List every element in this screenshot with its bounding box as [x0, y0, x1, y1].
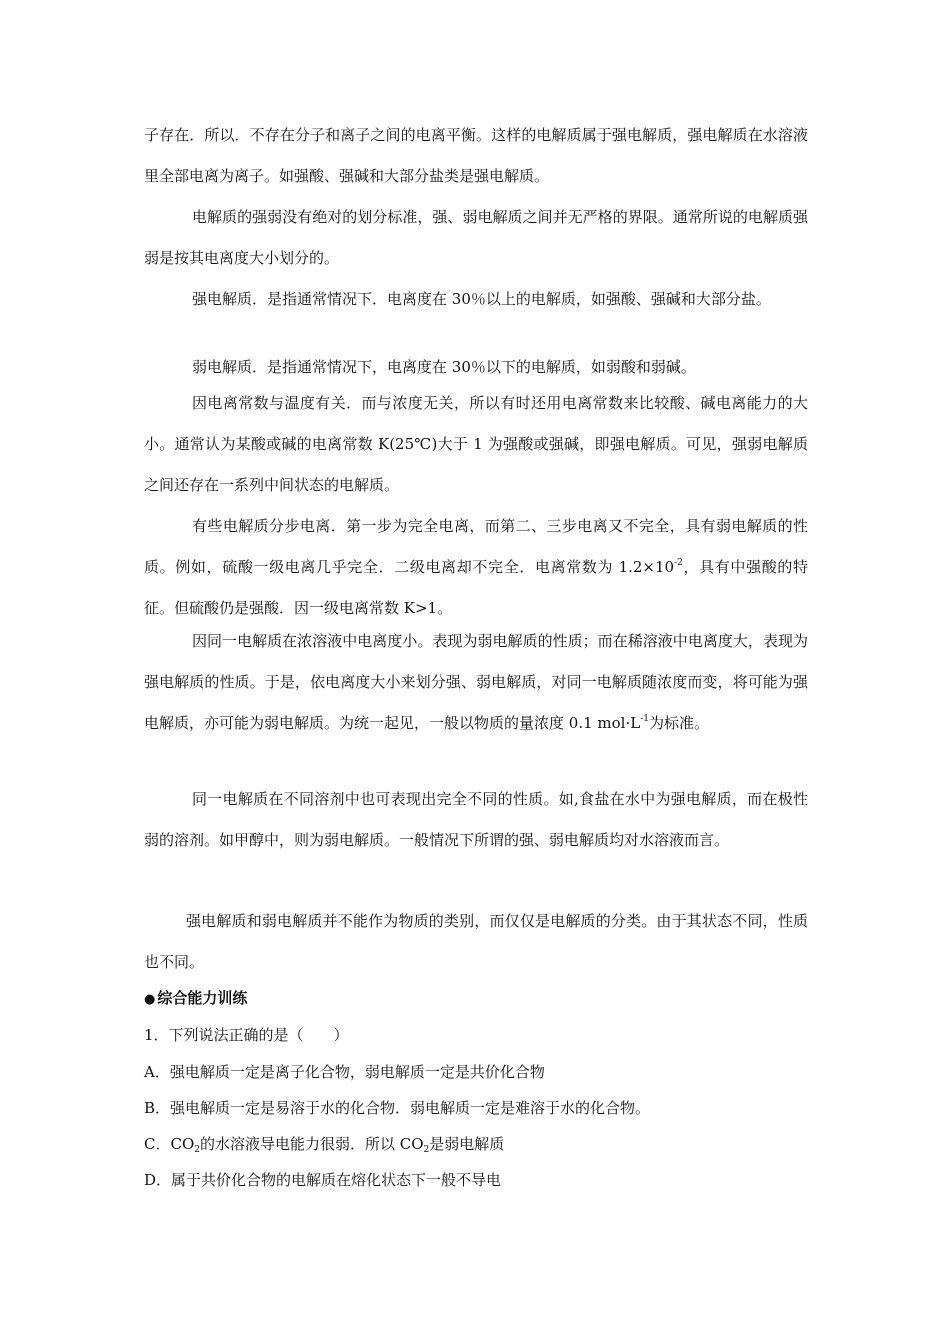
paragraph-stepwise-ionization [144, 506, 808, 629]
paragraph-weak-electrolyte-30-percent: 弱电解质．是指通常情况下，电离度在 30％以下的电解质，如弱酸和弱碱。 [192, 358, 696, 376]
bullet-icon: ● [144, 992, 156, 1007]
paragraph-ionization-constant: 因电离常数与温度有关．而与浓度无关，所以有时还用电离常数来比较酸、碱电离能力的大小。通常认为某酸或碱的电离常数 K(25℃)大于 1 为强酸或强碱，即强电解质。可见，强弱电解质之间还存在一系列中间状态的电解质。 [144, 394, 808, 494]
option-c-text-1: C．CO [144, 1135, 195, 1153]
p6-text-a: 有些电解质分步电离．第一步为完全电离，而第二、三步电离又不完全，具有弱电解质的性质。例如，硫酸一级电离几乎完全．二级电离却不完全．电离常数为 1.2×10 [144, 517, 808, 576]
paragraph-strong-electrolyte-30-percent: 强电解质．是指通常情况下．电离度在 30％以上的电解质，如强酸、强碱和大部分盐。 [192, 290, 771, 308]
option-a: A．强电解质一定是离子化合物，弱电解质一定是共价化合物 [144, 1063, 545, 1081]
option-d: D．属于共价化合物的电解质在熔化状态下一般不导电 [144, 1171, 502, 1189]
question-stem: 1．下列说法正确的是（ ） [144, 1026, 349, 1044]
option-c-text-3: 是弱电解质 [429, 1135, 505, 1153]
option-b: B．强电解质一定是易溶于水的化合物．弱电解质一定是难溶于水的化合物。 [144, 1099, 651, 1117]
option-c-subscript-2: 2 [423, 1145, 430, 1155]
paragraph-classification: 强电解质和弱电解质并不能作为物质的类别，而仅仅是电解质的分类。由于其状态不同，性质也不同。 [144, 912, 808, 971]
p7-text-b: 为标准。 [648, 714, 709, 732]
section-title: 综合能力训练 [157, 989, 248, 1007]
option-c [144, 1130, 504, 1158]
paragraph-solvent-dependence: 同一电解质在不同溶剂中也可表现出完全不同的性质。如,食盐在水中为强电解质，而在极性弱的溶剂。如甲醇中，则为弱电解质。一般情况下所谓的强、弱电解质均对水溶液而言。 [144, 790, 808, 849]
p7-superscript: -1 [640, 714, 649, 724]
section-heading [144, 984, 247, 1014]
paragraph-no-absolute-standard: 电解质的强弱没有绝对的划分标准，强、弱电解质之间并无严格的界限。通常所说的电解质强弱是按其电离度大小划分的。 [144, 208, 808, 267]
p7-text-a: 因同一电解质在浓溶液中电离度小。表现为弱电解质的性质；而在稀溶液中电离度大，表现为强电解质的性质。于是，依电离度大小来划分强、弱电解质，对同一电解质随浓度而变，将可能为强电解质，亦可能为弱电解质。为统一起见，一般以物质的量浓度 0.1 mol·L [144, 632, 808, 732]
option-c-subscript-1: 2 [194, 1145, 200, 1155]
paragraph-concentration-dependence [144, 621, 808, 744]
paragraph-strong-electrolyte-definition: 子存在．所以．不存在分子和离子之间的电离平衡。这样的电解质属于强电解质，强电解质在水溶液里全部电离为离子。如强酸、强碱和大部分盐类是强电解质。 [144, 126, 808, 185]
option-c-text-2: 的水溶液导电能力很弱．所以 CO [200, 1135, 424, 1153]
p6-text-b: ，具有中强酸的特征。但硫酸仍是强酸．因一级电离常数 K>1。 [144, 558, 808, 617]
p6-superscript: -2 [674, 558, 683, 568]
